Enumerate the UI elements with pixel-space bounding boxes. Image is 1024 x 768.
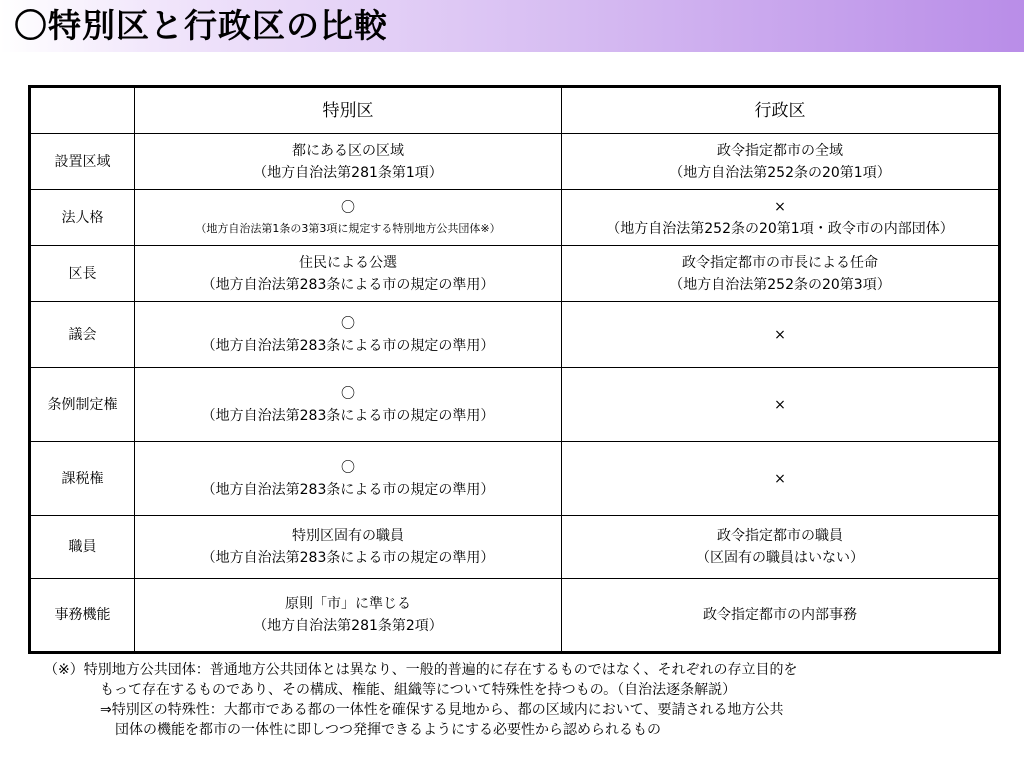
special-ward-cell [135, 579, 562, 653]
cell-text: 政令指定都市の全域 [717, 142, 843, 159]
row-label: 事務機能 [30, 579, 135, 653]
cell-text: 原則「市」に準じる [285, 596, 411, 612]
admin-ward-cell [562, 246, 1000, 302]
cell-citation: （区固有の職員はいない） [696, 550, 864, 566]
table-header-row [30, 87, 1000, 134]
cell-citation: （地方自治法第281条第2項） [253, 618, 443, 634]
row-label: 条例制定権 [30, 368, 135, 442]
special-ward-cell [135, 442, 562, 516]
comparison-table [28, 85, 1001, 654]
row-label: 職員 [30, 516, 135, 579]
footnote [44, 660, 1004, 740]
admin-ward-cell [562, 579, 1000, 653]
cell-text: 政令指定都市の職員 [717, 528, 843, 544]
special-ward-cell [135, 302, 562, 368]
cross-mark: × [774, 396, 786, 413]
special-ward-cell [135, 516, 562, 579]
table-row [30, 246, 1000, 302]
footnote-line: ⇒特別区の特殊性：大都市である都の一体性を確保する見地から、都の区域内において、要請される地方公共 [100, 702, 784, 718]
cell-citation: （地方自治法第283条による市の規定の準用） [201, 276, 495, 293]
header-admin-ward: 行政区 [562, 87, 1000, 134]
row-label: 議会 [30, 302, 135, 368]
cell-citation: （地方自治法第1条の3第3項に規定する特別地方公共団体※） [195, 221, 501, 235]
table-row [30, 190, 1000, 246]
cell-citation: （地方自治法第252条の20第1項・政令市の内部団体） [606, 220, 954, 237]
cell-citation: （地方自治法第281条第1項） [253, 164, 443, 181]
circle-mark: 〇 [341, 315, 355, 332]
circle-mark: 〇 [341, 459, 355, 476]
cross-mark: × [774, 326, 786, 343]
cell-citation: （地方自治法第252条の20第1項） [669, 164, 891, 181]
special-ward-cell [135, 134, 562, 190]
table-row [30, 302, 1000, 368]
admin-ward-cell [562, 190, 1000, 246]
cell-text: 政令指定都市の市長による任命 [682, 254, 878, 271]
cell-text: 都にある区の区域 [292, 142, 404, 159]
header-corner-cell [30, 87, 135, 134]
table-row [30, 368, 1000, 442]
title-bar [0, 0, 1024, 52]
row-label: 課税権 [30, 442, 135, 516]
row-label: 区長 [30, 246, 135, 302]
cell-citation: （地方自治法第252条の20第3項） [669, 276, 891, 293]
row-label: 法人格 [30, 190, 135, 246]
cell-citation: （地方自治法第283条による市の規定の準用） [201, 407, 495, 424]
table-row [30, 442, 1000, 516]
footnote-line: もって存在するものであり、その構成、権能、組織等について特殊性を持つもの。（自治法逐条解説） [100, 682, 737, 698]
admin-ward-cell [562, 442, 1000, 516]
cell-citation: （地方自治法第283条による市の規定の準用） [201, 337, 495, 354]
circle-mark: 〇 [341, 199, 355, 216]
footnote-line: 団体の機能を都市の一体性に即しつつ発揮できるようにする必要性から認められるもの [115, 722, 661, 738]
cell-citation: （地方自治法第283条による市の規定の準用） [201, 550, 495, 566]
page-title: 〇特別区と行政区の比較 [14, 6, 388, 45]
table-row [30, 579, 1000, 653]
table-row [30, 134, 1000, 190]
table-row [30, 516, 1000, 579]
row-label: 設置区域 [30, 134, 135, 190]
admin-ward-cell [562, 516, 1000, 579]
special-ward-cell [135, 190, 562, 246]
cell-text: 特別区固有の職員 [292, 528, 404, 544]
cross-mark: × [774, 198, 786, 215]
admin-ward-cell [562, 134, 1000, 190]
special-ward-cell [135, 368, 562, 442]
admin-ward-cell [562, 368, 1000, 442]
cross-mark: × [774, 470, 786, 487]
cell-text: 住民による公選 [299, 254, 397, 271]
special-ward-cell [135, 246, 562, 302]
circle-mark: 〇 [341, 385, 355, 402]
footnote-line: （※）特別地方公共団体：普通地方公共団体とは異なり、一般的普遍的に存在するものではなく、それぞれの存立目的を [44, 662, 798, 678]
cell-citation: （地方自治法第283条による市の規定の準用） [201, 481, 495, 498]
admin-ward-cell [562, 302, 1000, 368]
header-special-ward: 特別区 [135, 87, 562, 134]
cell-text: 政令指定都市の内部事務 [703, 607, 857, 623]
